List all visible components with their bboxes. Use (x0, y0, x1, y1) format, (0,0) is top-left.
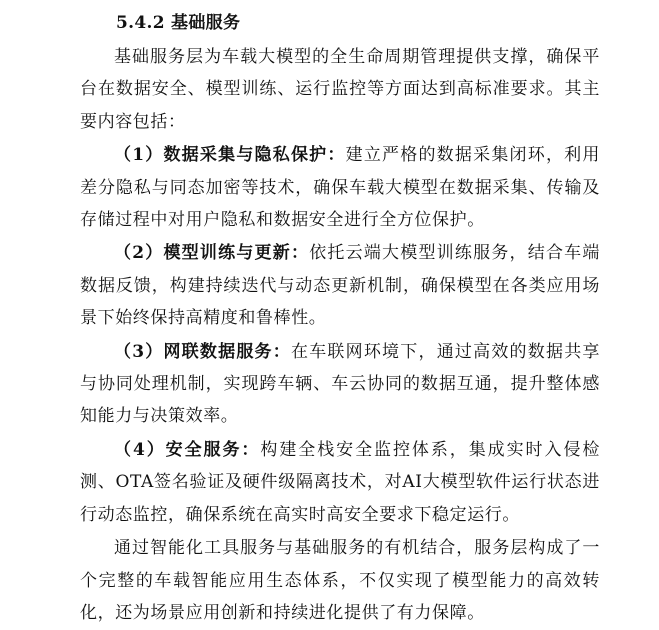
item-title: （4）安全服务： (114, 439, 261, 460)
item-text: 构建全栈安全监控体系，集成实时入侵检测、OTA签名验证及硬件级隔离技术，对AI大模型软件运行状态进行动态监控，确保系统在高实时高安全要求下稳定运行。 (80, 439, 600, 525)
conclusion-paragraph: 通过智能化工具服务与基础服务的有机结合，服务层构成了一个完整的车载智能应用生态体系，不仅实现了模型能力的高效转化，还为场景应用创新和持续进化提供了有力保障。 (80, 538, 600, 623)
list-item-data-collection-privacy (80, 139, 600, 236)
item-text: 建立严格的数据采集闭环，利用差分隐私与同态加密等技术，确保车载大模型在数据采集、传输及存储过程中对用户隐私和数据安全进行全方位保护。 (80, 145, 600, 231)
item-title: （3）网联数据服务： (114, 341, 291, 362)
item-text: 依托云端大模型训练服务，结合车端数据反馈，构建持续迭代与动态更新机制，确保模型在各类应用场景下始终保持高精度和鲁棒性。 (80, 243, 600, 329)
list-item-model-training-update (80, 237, 600, 334)
document-page (80, 8, 600, 630)
item-text: 在车联网环境下，通过高效的数据共享与协同处理机制，实现跨车辆、车云协同的数据互通，提升整体感知能力与决策效率。 (80, 341, 601, 427)
list-item-security-service (80, 434, 600, 531)
item-title: （2）模型训练与更新： (114, 243, 310, 264)
section-heading: 5.4.2 基础服务 (116, 13, 241, 33)
item-title: （1）数据采集与隐私保护： (114, 145, 346, 166)
intro-paragraph: 基础服务层为车载大模型的全生命周期管理提供支撑，确保平台在数据安全、模型训练、运行监控等方面达到高标准要求。其主要内容包括： (80, 47, 600, 132)
list-item-connected-data-service (80, 336, 600, 433)
